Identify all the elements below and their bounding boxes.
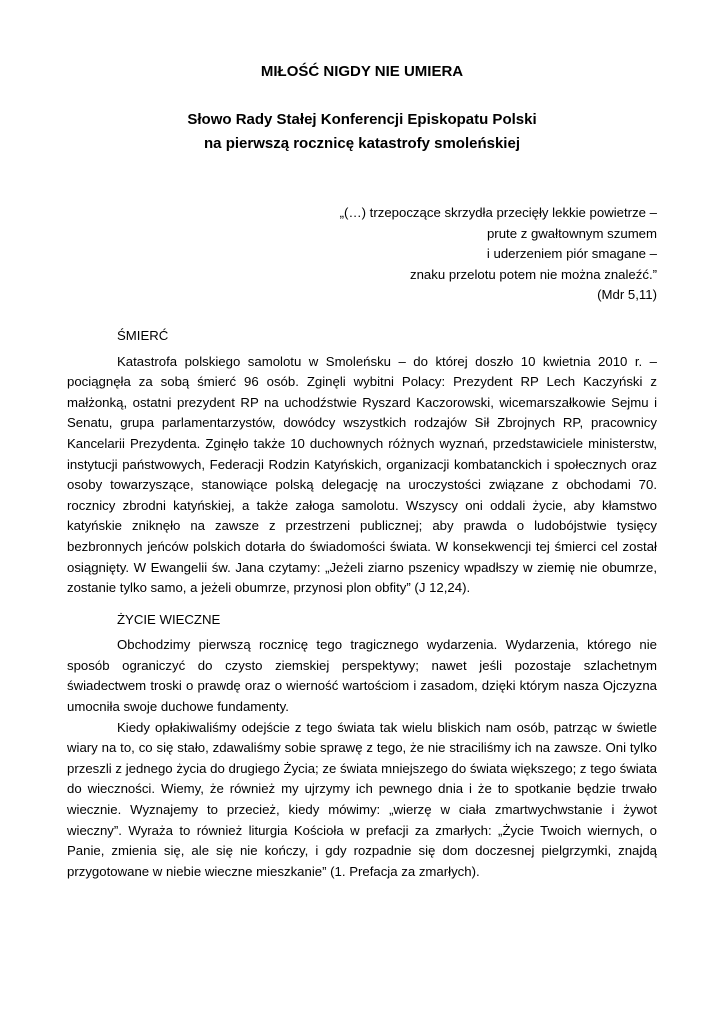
section-death <box>67 326 657 599</box>
quote-line: prute z gwałtownym szumem <box>486 225 657 241</box>
section-heading: ŚMIERĆ <box>117 327 169 343</box>
section-eternal-life <box>67 610 657 883</box>
section-heading: ŻYCIE WIECZNE <box>117 611 221 627</box>
epigraph-quote <box>67 203 657 306</box>
quote-line: „(…) trzepoczące skrzydła przecięły lekkie powietrze – <box>339 205 657 220</box>
subtitle-line: na pierwszą rocznicę katastrofy smoleńskiej <box>204 135 520 152</box>
paragraph: Obchodzimy pierwszą rocznicę tego tragicznego wydarzenia. Wydarzenia, którego nie sposób ograniczyć do czysto ziemskiej perspektywy; nawet jeśli pozostaje szlachetnym świadectwem troski o prawdę oraz o wierność wartościom i zasadom, dzięki którym nasza Ojczyzna umocniła swoje duchowe fundamenty. <box>67 637 657 715</box>
document-subtitle <box>67 108 657 156</box>
quote-line: znaku przelotu potem nie można znaleźć.” <box>409 266 657 282</box>
quote-line: i uderzeniem piór smagane – <box>486 246 657 262</box>
subtitle-line: Słowo Rady Stałej Konferencji Episkopatu Polski <box>187 111 537 128</box>
quote-citation: (Mdr 5,11) <box>597 287 657 303</box>
paragraph: Katastrofa polskiego samolotu w Smoleńsku – do której doszło 10 kwietnia 2010 r. – pociągnęła za sobą śmierć 96 osób. Zginęli wybitni Polacy: Prezydent RP Lech Kaczyński z małżonką, ostatni prezydent RP na uchodźstwie Ryszard Kaczorowski, wicemarszałkowie Sejmu i Senatu, grupa parlamentarzystów, dowódcy wszystkich rodzajów Sił Zbrojnych RP, pracownicy Kancelarii Prezydenta. Zginęło także 10 duchownych różnych wyznań, przedstawiciele ministerstw, instytucji państwowych, Federacji Rodzin Katyńskich, organizacji kombatanckich i społecznych oraz osoby towarzyszące, stanowiące polską delegację na uroczystości związane z obchodami 70. rocznicy zbrodni katyńskiej, a także załoga samolotu. Wszyscy oni oddali życie, aby kłamstwo katyńskie zniknęło na zawsze z przestrzeni publicznej; aby prawda o ludobójstwie tysięcy bezbronnych jeńców polskich dotarła do świadomości świata. W konsekwencji tej śmierci cel został osiągnięty. W Ewangelii św. Jana czytamy: „Jeżeli ziarno pszenicy wpadłszy w ziemię nie obumrze, zostanie tylko samo, a jeżeli obumrze, przynosi plon obfity” (J 12,24). <box>67 353 657 596</box>
paragraph: Kiedy opłakiwaliśmy odejście z tego świata tak wielu bliskich nam osób, patrząc w świetle wiary na to, co się stało, zdawaliśmy sobie sprawę z tego, że nie straciliśmy ich na zawsze. Oni tylko przeszli z jednego życia do drugiego Życia; ze świata mniejszego do świata większego; z tego świata do wieczności. Wiemy, że również my ujrzymy ich pewnego dnia i że to spotkanie będzie trwało wiecznie. Wyznajemy to przecież, kiedy mówimy: „wierzę w ciała zmartwychwstanie i żywot wieczny”. Wyraża to również liturgia Kościoła w prefacji za zmarłych: „Życie Twoich wiernych, o Panie, zmienia się, ale się nie kończy, i gdy rozpadnie się dom doczesnej pielgrzymki, znajdą przygotowane w niebie wieczne mieszkanie” (1. Prefacja za zmarłych). <box>67 719 657 879</box>
document-title: MIŁOŚĆ NIGDY NIE UMIERA <box>260 63 464 80</box>
